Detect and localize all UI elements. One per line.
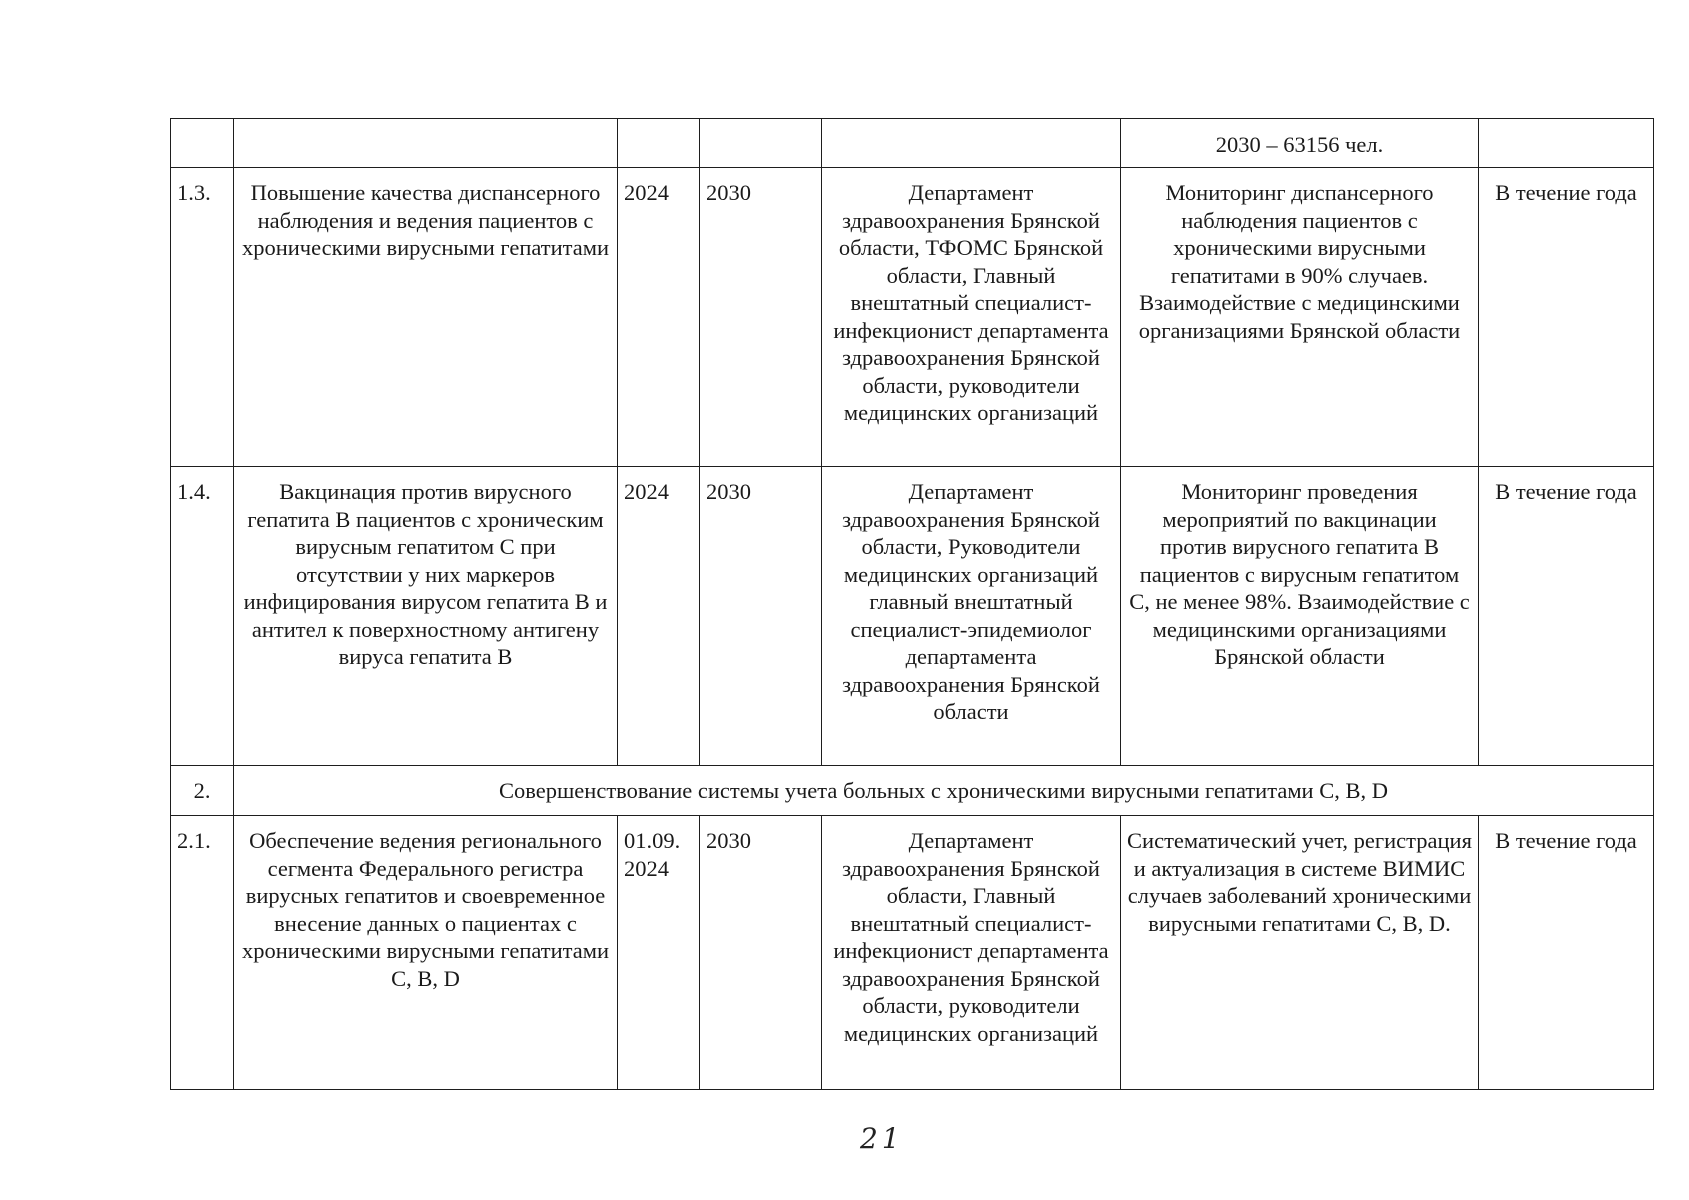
table-row [171, 168, 1654, 467]
start-year-cell: 2024 [618, 467, 700, 766]
term-cell: В течение года [1479, 168, 1654, 467]
responsible-cell: Департамент здравоохранения Брянской области, Главный внештатный специалист-инфекционист департамента здравоохранения Брянской области, руководители медицинских организаций [822, 816, 1121, 1090]
row-number-cell [171, 119, 234, 168]
activity-name-cell: Обеспечение ведения регионального сегмента Федерального регистра вирусных гепатитов и своевременное внесение данных о пациентах с хроническими вирусными гепатитами С, В, D [234, 816, 618, 1090]
section-number-cell: 2. [171, 766, 234, 816]
expected-result-cell: Мониторинг проведения мероприятий по вакцинации против вирусного гепатита В пациентов с вирусным гепатитом С, не менее 98%. Взаимодействие с медицинскими организациями Брянской области [1121, 467, 1479, 766]
table-row [171, 467, 1654, 766]
table-row [171, 119, 1654, 168]
end-year-cell: 2030 [700, 467, 822, 766]
activity-name-cell: Вакцинация против вирусного гепатита В пациентов с хроническим вирусным гепатитом С при отсутствии у них маркеров инфицирования вирусом гепатита В и антител к поверхностному антигену вируса гепатита В [234, 467, 618, 766]
expected-result-cell: Систематический учет, регистрация и актуализация в системе ВИМИС случаев заболеваний хроническими вирусными гепатитами С, В, D. [1121, 816, 1479, 1090]
plan-table-page [170, 118, 1653, 1090]
expected-result-cell: Мониторинг диспансерного наблюдения пациентов с хроническими вирусными гепатитами в 90% случаев. Взаимодействие с медицинскими организациями Брянской области [1121, 168, 1479, 467]
start-date-day-month: 01.09. [624, 828, 681, 853]
term-cell: В течение года [1479, 467, 1654, 766]
start-date-year: 2024 [624, 855, 669, 881]
row-number-cell: 1.3. [171, 168, 234, 467]
start-date-cell [618, 816, 700, 1090]
start-year-cell: 2024 [618, 168, 700, 467]
section-title-cell: Совершенствование системы учета больных с хроническими вирусными гепатитами С, В, D [234, 766, 1654, 816]
section-header-row [171, 766, 1654, 816]
responsible-cell: Департамент здравоохранения Брянской области, ТФОМС Брянской области, Главный внештатный специалист-инфекционист департамента здравоохранения Брянской области, руководители медицинских организаций [822, 168, 1121, 467]
expected-result-cell: 2030 – 63156 чел. [1121, 119, 1479, 168]
activity-name-cell [234, 119, 618, 168]
end-year-cell [700, 119, 822, 168]
row-number-cell: 1.4. [171, 467, 234, 766]
activities-table [170, 118, 1654, 1090]
end-year-cell: 2030 [700, 168, 822, 467]
responsible-cell: Департамент здравоохранения Брянской области, Руководители медицинских организаций главный внештатный специалист-эпидемиолог департамента здравоохранения Брянской области [822, 467, 1121, 766]
responsible-cell [822, 119, 1121, 168]
activity-name-cell: Повышение качества диспансерного наблюдения и ведения пациентов с хроническими вирусными гепатитами [234, 168, 618, 467]
term-cell [1479, 119, 1654, 168]
row-number-cell: 2.1. [171, 816, 234, 1090]
page-number: 21 [860, 1122, 904, 1155]
start-year-cell [618, 119, 700, 168]
term-cell: В течение года [1479, 816, 1654, 1090]
end-year-cell: 2030 [700, 816, 822, 1090]
table-row [171, 816, 1654, 1090]
